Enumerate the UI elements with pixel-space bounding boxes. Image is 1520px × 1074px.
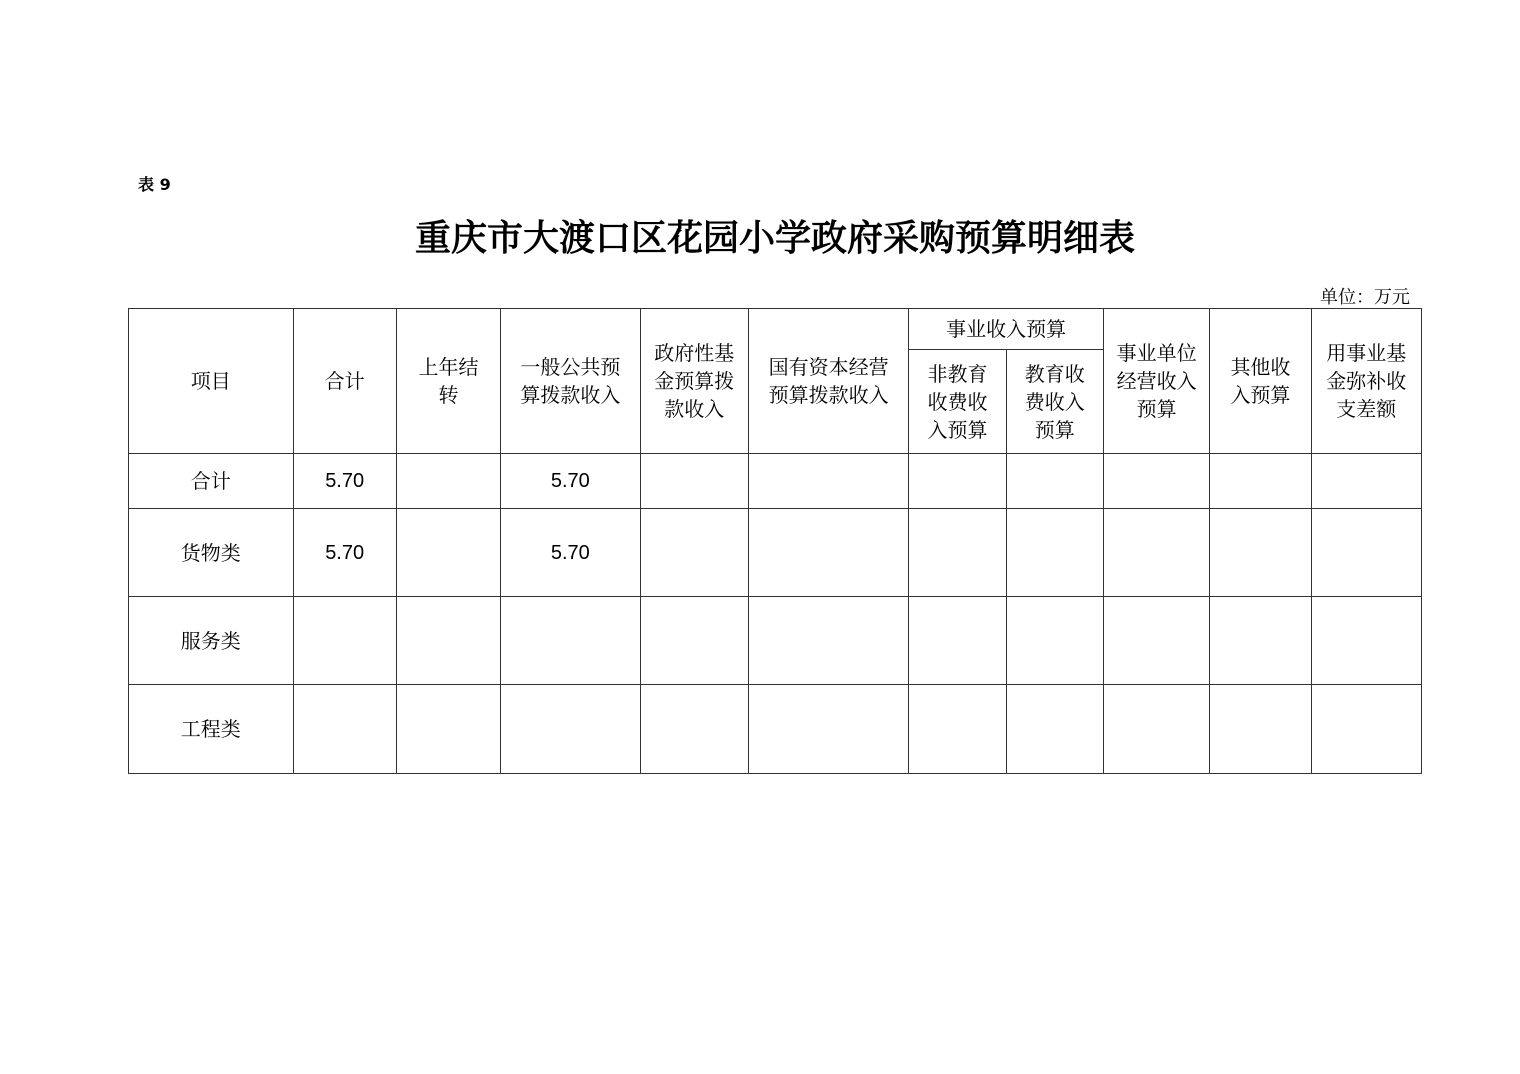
header-general-budget: 一般公共预算拨款收入 [501, 309, 640, 454]
cell-carryover [396, 685, 500, 774]
unit-label: 单位：万元 [1320, 287, 1410, 308]
procurement-budget-table [128, 308, 1422, 774]
cell-state [748, 454, 908, 509]
table-row [129, 685, 1422, 774]
cell-general: 5.70 [501, 454, 640, 509]
cell-total [293, 597, 396, 685]
cell-unit-op [1103, 597, 1209, 685]
cell-unit-op [1103, 509, 1209, 597]
header-other-income: 其他收入预算 [1210, 309, 1311, 454]
cell-carryover [396, 454, 500, 509]
table-number: 表 9 [138, 175, 171, 194]
cell-edu [1006, 685, 1103, 774]
row-label: 服务类 [129, 597, 294, 685]
header-business-income: 事业收入预算 [909, 309, 1104, 350]
cell-edu [1006, 597, 1103, 685]
cell-general [501, 685, 640, 774]
header-fund-offset: 用事业基金弥补收支差额 [1311, 309, 1421, 454]
cell-fund [1311, 685, 1421, 774]
cell-carryover [396, 509, 500, 597]
cell-fund [1311, 597, 1421, 685]
cell-gov-fund [640, 597, 748, 685]
table-row [129, 454, 1422, 509]
header-unit-operating: 事业单位经营收入预算 [1103, 309, 1209, 454]
cell-other [1210, 597, 1311, 685]
header-state-capital: 国有资本经营预算拨款收入 [748, 309, 908, 454]
cell-other [1210, 685, 1311, 774]
cell-general [501, 597, 640, 685]
header-total: 合计 [293, 309, 396, 454]
header-non-edu-fee: 非教育收费收入预算 [909, 350, 1006, 454]
cell-state [748, 685, 908, 774]
table-row [129, 509, 1422, 597]
cell-edu [1006, 509, 1103, 597]
cell-state [748, 597, 908, 685]
cell-non-edu [909, 597, 1006, 685]
cell-edu [1006, 454, 1103, 509]
row-label: 货物类 [129, 509, 294, 597]
cell-gov-fund [640, 509, 748, 597]
header-edu-fee: 教育收费收入预算 [1006, 350, 1103, 454]
cell-non-edu [909, 685, 1006, 774]
cell-gov-fund [640, 454, 748, 509]
cell-total [293, 685, 396, 774]
cell-general: 5.70 [501, 509, 640, 597]
row-label: 合计 [129, 454, 294, 509]
cell-other [1210, 454, 1311, 509]
cell-fund [1311, 454, 1421, 509]
row-label: 工程类 [129, 685, 294, 774]
cell-non-edu [909, 454, 1006, 509]
page-title: 重庆市大渡口区花园小学政府采购预算明细表 [414, 218, 1135, 259]
header-project: 项目 [129, 309, 294, 454]
cell-other [1210, 509, 1311, 597]
cell-state [748, 509, 908, 597]
table-row [129, 597, 1422, 685]
cell-gov-fund [640, 685, 748, 774]
cell-carryover [396, 597, 500, 685]
cell-total: 5.70 [293, 509, 396, 597]
header-gov-fund: 政府性基金预算拨款收入 [640, 309, 748, 454]
cell-total: 5.70 [293, 454, 396, 509]
cell-non-edu [909, 509, 1006, 597]
cell-unit-op [1103, 685, 1209, 774]
header-carryover: 上年结转 [396, 309, 500, 454]
cell-unit-op [1103, 454, 1209, 509]
cell-fund [1311, 509, 1421, 597]
